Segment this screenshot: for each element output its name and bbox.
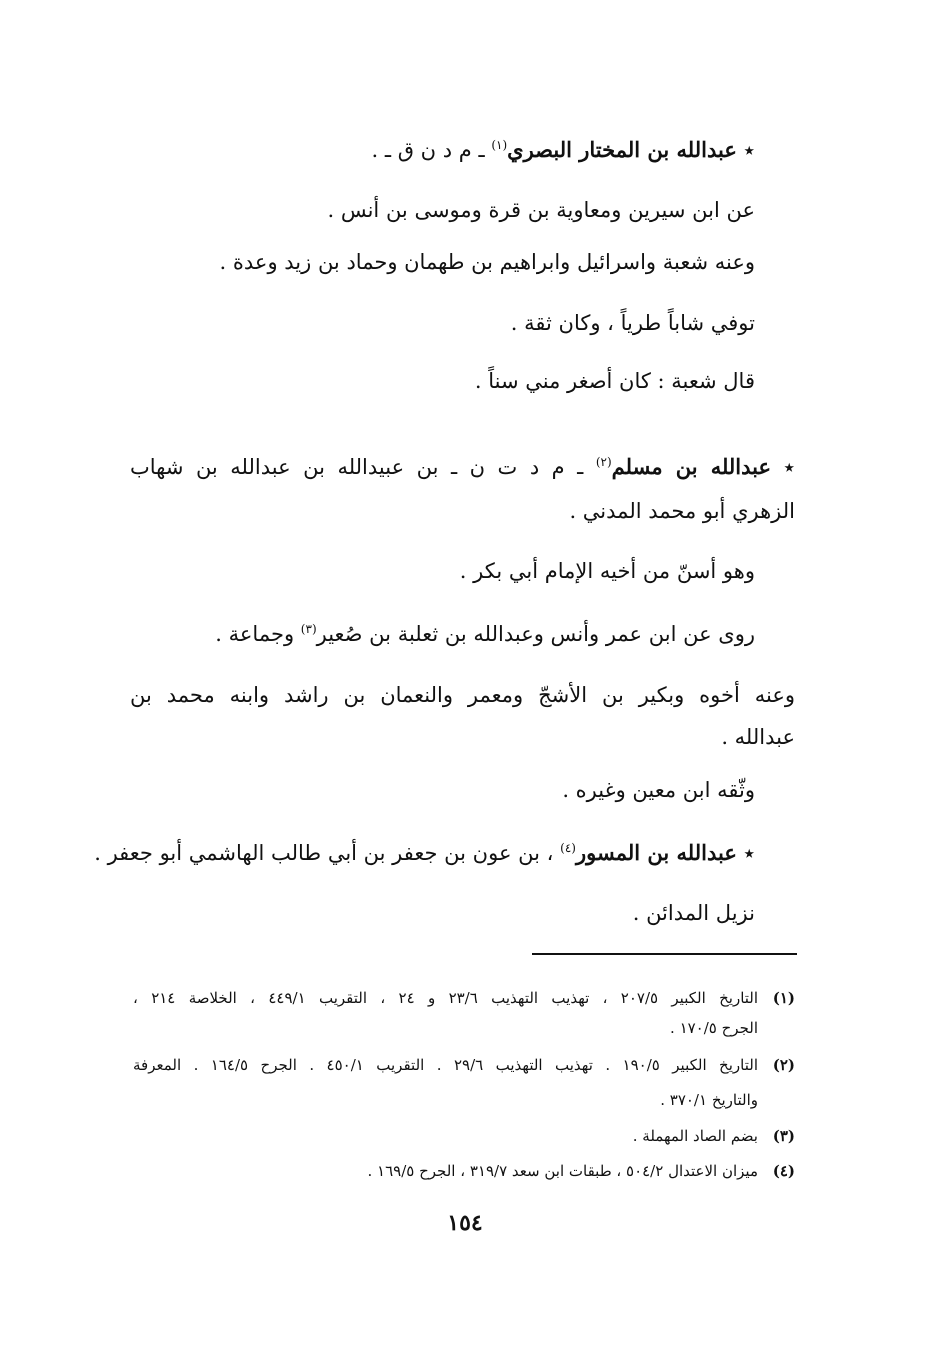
entry-text-line: وعنه شعبة واسرائيل وابراهيم بن طهمان وحماد بن زيد وعدة . (219, 250, 755, 274)
footnote-text: الجرح ١٧٠/٥ . (670, 1019, 758, 1037)
footnote-number: (٤) (772, 1162, 795, 1180)
footnote-number: (٢) (772, 1056, 795, 1074)
entry-text-line: عن ابن سيرين ومعاوية بن قرة وموسى بن أنس . (327, 198, 755, 222)
entry-heading (372, 135, 755, 165)
footnote-separator (532, 953, 797, 955)
entry-name: عبدالله بن مسلم (611, 454, 772, 479)
footnote-text: التاريخ الكبير ١٩٠/٥ . تهذيب التهذيب ٢٩/٦ . التقريب ٤٥٠/١ . الجرح ١٦٤/٥ . المعرفة (133, 1056, 758, 1074)
entry-name: عبدالله بن المختار البصري (507, 137, 737, 162)
footnote-marker: (٤) (560, 841, 576, 855)
entry-text: روى عن ابن عمر وأنس وعبدالله بن ثعلبة بن صُعير (316, 622, 755, 646)
footnote-text: بضم الصاد المهملة . (632, 1127, 758, 1145)
footnote-number: (١) (772, 989, 795, 1007)
entry-codes: ، بن عون بن جعفر بن أبي طالب الهاشمي أبو جعفر . (94, 841, 554, 865)
entry-heading (94, 838, 755, 868)
entry-text-line: وثّقه ابن معين وغيره . (562, 778, 755, 802)
entry-bullet: ٭ (743, 138, 755, 162)
footnote-marker: (١) (491, 138, 508, 152)
page-number: ١٥٤ (447, 1210, 483, 1236)
entry-text-line: نزيل المدائن . (632, 901, 755, 925)
entry-text-line (215, 619, 755, 649)
entry-text-line: الزهري أبو محمد المدني . (569, 499, 795, 523)
entry-text-line: توفي شاباً طرياً ، وكان ثقة . (510, 311, 755, 335)
entry-codes: ـ م د ت ن ـ بن عبيدالله بن عبدالله بن شهاب (130, 455, 584, 479)
entry-text-line: قال شعبة : كان أصغر مني سناً . (474, 369, 755, 393)
entry-text-line: وعنه أخوه وبكير بن الأشجّ ومعمر والنعمان بن راشد وابنه محمد بن (130, 683, 795, 707)
entry-codes: ـ م د ن ق ـ . (371, 138, 485, 162)
entry-bullet: ٭ (783, 455, 795, 479)
entry-text: وجماعة . (215, 622, 295, 646)
footnote-marker: (٣) (300, 622, 317, 636)
entry-heading (130, 452, 795, 482)
footnote-number: (٣) (772, 1127, 795, 1145)
entry-text-line: عبدالله . (721, 725, 795, 749)
entry-name: عبدالله بن المسور (575, 840, 737, 865)
footnote-text: والتاريخ ٣٧٠/١ . (660, 1091, 758, 1109)
entry-text-line: وهو أسنّ من أخيه الإمام أبي بكر . (459, 559, 755, 583)
entry-bullet: ٭ (743, 841, 755, 865)
footnote-text: ميزان الاعتدال ٥٠٤/٢ ، طبقات ابن سعد ٣١٩/٧ ، الجرح ١٦٩/٥ . (367, 1162, 758, 1180)
footnote-marker: (٢) (595, 455, 612, 469)
footnote-text: التاريخ الكبير ٢٠٧/٥ ، تهذيب التهذيب ٢٣/٦ و ٢٤ ، التقريب ٤٤٩/١ ، الخلاصة ٢١٤ ، (133, 989, 759, 1007)
